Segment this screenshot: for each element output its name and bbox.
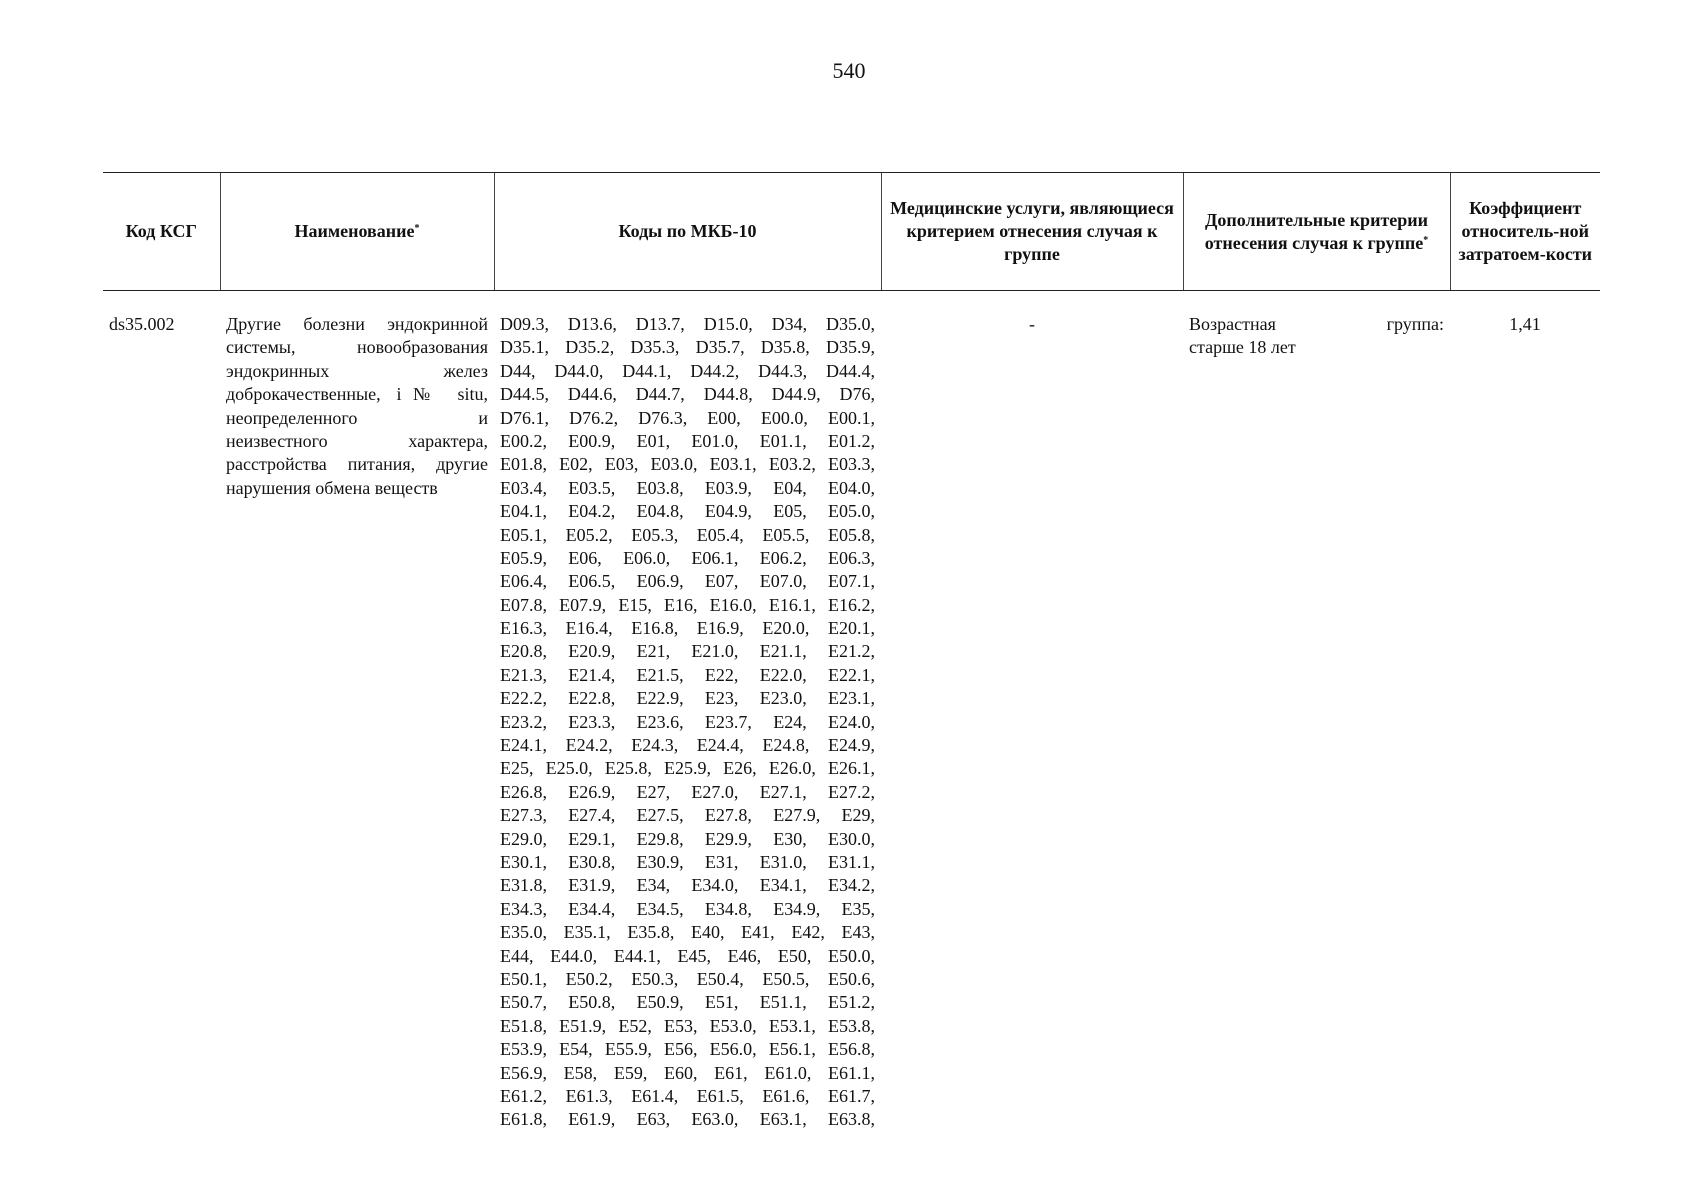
page-number: 540 xyxy=(832,58,866,83)
mkb-lines xyxy=(500,313,875,1132)
header-med-services xyxy=(881,173,1183,291)
mkb-code-line: E23.2, E23.3, E23.6, E23.7, E24, E24.0, xyxy=(500,711,875,732)
name-line: Другие болезни эндокринной xyxy=(226,314,488,334)
mkb-code-line: E25, E25.0, E25.8, E25.9, E26, E26.0, E26.1, xyxy=(500,758,875,779)
mkb-code-line: E29.0, E29.1, E29.8, E29.9, E30, E30.0, xyxy=(500,828,875,849)
med-services-value: - xyxy=(1029,314,1035,334)
name-line: неопределенного и xyxy=(226,407,488,428)
header-mkb xyxy=(494,173,881,291)
header-additional-text: Дополнительные критерии отнесения случая к группе xyxy=(1204,209,1429,253)
mkb-code-line: E31.8, E31.9, E34, E34.0, E34.1, E34.2, xyxy=(500,875,875,896)
header-name xyxy=(220,173,494,291)
mkb-code-line: E35.0, E35.1, E35.8, E40, E41, E42, E43, xyxy=(500,922,875,943)
mkb-code-line: E53.9, E54, E55.9, E56, E56.0, E56.1, E56.8, xyxy=(500,1039,875,1060)
mkb-code-line: E30.1, E30.8, E30.9, E31, E31.0, E31.1, xyxy=(500,851,875,872)
mkb-code-line: E44, E44.0, E44.1, E45, E46, E50, E50.0, xyxy=(500,945,875,966)
header-mkb-text: Коды по МКБ-10 xyxy=(618,221,757,241)
header-coefficient xyxy=(1450,173,1600,291)
ksg-code: ds35.002 xyxy=(109,314,175,334)
name-line: доброкачественные, i№ situ, xyxy=(226,384,488,405)
mkb-code-line: E21.3, E21.4, E21.5, E22, E22.0, E22.1, xyxy=(500,664,875,685)
table-row xyxy=(103,313,1600,1132)
name-line: нарушения обмена веществ xyxy=(226,477,438,498)
cell-med-services xyxy=(881,313,1183,1132)
mkb-code-line: E22.2, E22.8, E22.9, E23, E23.0, E23.1, xyxy=(500,688,875,709)
ksg-table xyxy=(103,172,1600,1132)
mkb-code-line: E04.1, E04.2, E04.8, E04.9, E05, E05.0, xyxy=(500,501,875,522)
additional-criteria-line: старше 18 лет xyxy=(1189,337,1296,358)
mkb-code-line: D09.3, D13.6, D13.7, D15.0, D34, D35.0, xyxy=(500,314,875,334)
spacer-row xyxy=(103,291,1600,314)
header-name-text: Наименование xyxy=(294,221,415,241)
mkb-code-line: E03.4, E03.5, E03.8, E03.9, E04, E04.0, xyxy=(500,477,875,498)
mkb-code-line: D44.5, D44.6, D44.7, D44.8, D44.9, D76, xyxy=(500,384,875,405)
mkb-code-line: E07.8, E07.9, E15, E16, E16.0, E16.1, E16.2, xyxy=(500,594,875,615)
header-name-footnote-mark: * xyxy=(414,223,420,234)
name-line: эндокринных желез xyxy=(226,360,488,381)
cell-coefficient xyxy=(1450,313,1600,1132)
cell-code xyxy=(103,313,220,1132)
mkb-code-line: E06.4, E06.5, E06.9, E07, E07.0, E07.1, xyxy=(500,571,875,592)
name-line: неизвестного характера, xyxy=(226,430,488,451)
cell-mkb xyxy=(494,313,881,1132)
mkb-code-line: E20.8, E20.9, E21, E21.0, E21.1, E21.2, xyxy=(500,641,875,662)
additional-lines xyxy=(1189,313,1444,360)
mkb-code-line: E61.8, E61.9, E63, E63.0, E63.1, E63.8, xyxy=(500,1109,875,1130)
mkb-code-line: E50.7, E50.8, E50.9, E51, E51.1, E51.2, xyxy=(500,992,875,1013)
mkb-code-line: E61.2, E61.3, E61.4, E61.5, E61.6, E61.7, xyxy=(500,1085,875,1106)
mkb-code-line: E00.2, E00.9, E01, E01.0, E01.1, E01.2, xyxy=(500,430,875,451)
cell-name xyxy=(220,313,494,1132)
mkb-code-line: D44, D44.0, D44.1, D44.2, D44.3, D44.4, xyxy=(500,360,875,381)
name-lines xyxy=(226,313,488,500)
mkb-code-line: E34.3, E34.4, E34.5, E34.8, E34.9, E35, xyxy=(500,898,875,919)
mkb-code-line: E24.1, E24.2, E24.3, E24.4, E24.8, E24.9, xyxy=(500,735,875,756)
mkb-code-line: E27.3, E27.4, E27.5, E27.8, E27.9, E29, xyxy=(500,805,875,826)
mkb-code-line: E26.8, E26.9, E27, E27.0, E27.1, E27.2, xyxy=(500,781,875,802)
header-code xyxy=(103,173,220,291)
coefficient-value: 1,41 xyxy=(1509,314,1541,334)
header-med-services-text: Медицинские услуги, являющиеся критерием отнесения случая к группе xyxy=(890,198,1174,264)
mkb-code-line: D76.1, D76.2, D76.3, E00, E00.0, E00.1, xyxy=(500,407,875,428)
mkb-code-line: E51.8, E51.9, E52, E53, E53.0, E53.1, E53.8, xyxy=(500,1015,875,1036)
name-line: расстройства питания, другие xyxy=(226,454,488,475)
additional-criteria-line: Возрастная группа: xyxy=(1189,314,1444,334)
header-coefficient-text: Коэффициент относитель-ной затратоем-кости xyxy=(1458,198,1593,264)
mkb-code-line: E16.3, E16.4, E16.8, E16.9, E20.0, E20.1, xyxy=(500,618,875,639)
mkb-code-line: E05.1, E05.2, E05.3, E05.4, E05.5, E05.8, xyxy=(500,524,875,545)
cell-additional xyxy=(1183,313,1450,1132)
header-code-text: Код КСГ xyxy=(125,221,197,241)
header-additional-footnote-mark: * xyxy=(1423,234,1429,246)
mkb-code-line: E50.1, E50.2, E50.3, E50.4, E50.5, E50.6, xyxy=(500,968,875,989)
mkb-code-line: D35.1, D35.2, D35.3, D35.7, D35.8, D35.9, xyxy=(500,337,875,358)
header-additional xyxy=(1183,173,1450,291)
mkb-code-line: E01.8, E02, E03, E03.0, E03.1, E03.2, E03.3, xyxy=(500,454,875,475)
table-header-row xyxy=(103,173,1600,291)
mkb-code-line: E56.9, E58, E59, E60, E61, E61.0, E61.1, xyxy=(500,1062,875,1083)
mkb-code-line: E05.9, E06, E06.0, E06.1, E06.2, E06.3, xyxy=(500,547,875,568)
name-line: системы, новообразования xyxy=(226,337,488,358)
